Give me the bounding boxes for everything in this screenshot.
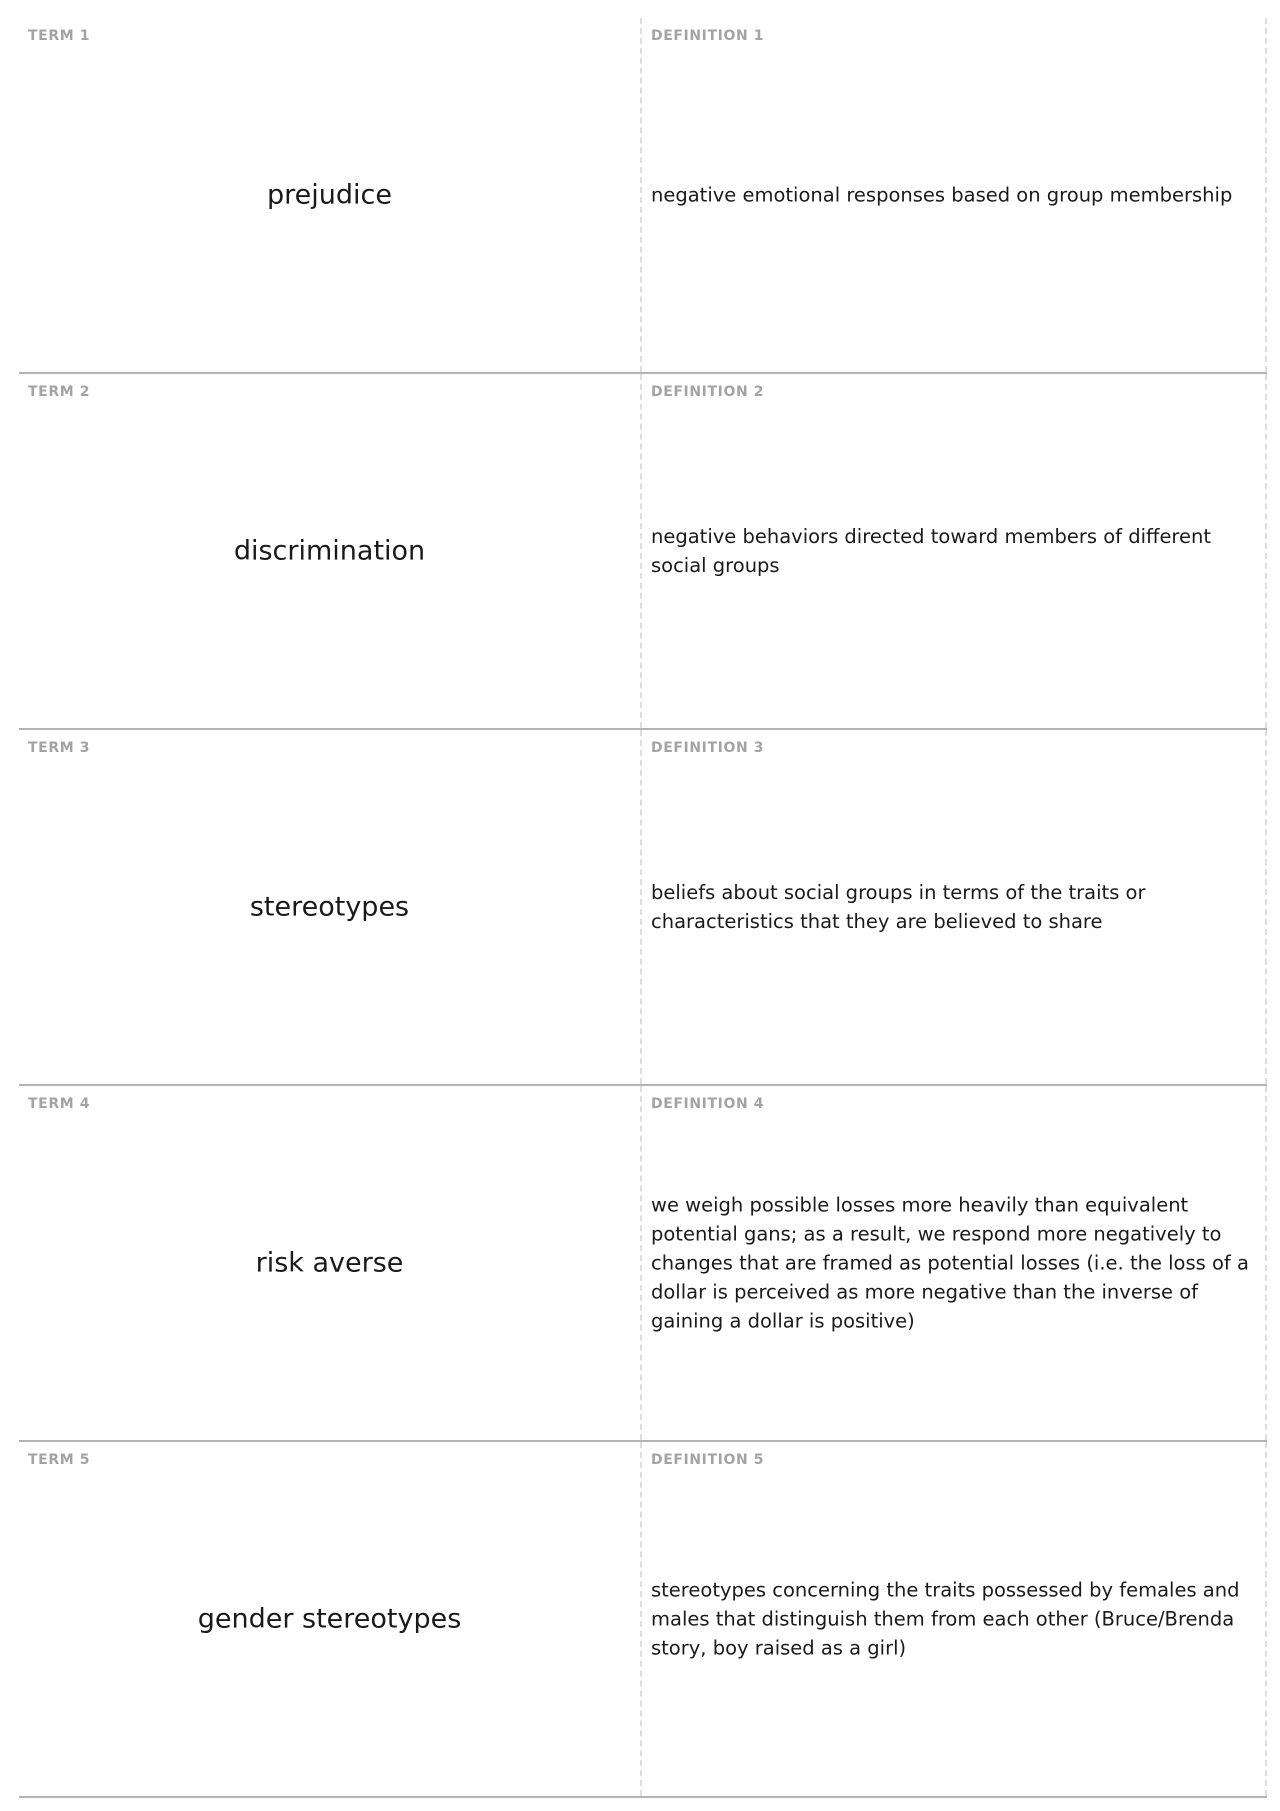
definition-label: DEFINITION 1 [651, 28, 765, 44]
definition-text: negative behaviors directed toward members of different social groups [651, 525, 1212, 577]
flashcard-row [19, 374, 1267, 730]
flashcard-row [19, 1086, 1267, 1442]
term-text: risk averse [255, 1247, 404, 1279]
term-cell [19, 18, 642, 372]
definition-text: negative emotional responses based on group membership [651, 183, 1233, 207]
term-label: TERM 5 [28, 1452, 91, 1468]
definition-text: beliefs about social groups in terms of the traits or characteristics that they are believed to share [651, 881, 1146, 933]
flashcard-row [19, 1442, 1267, 1798]
term-text: discrimination [233, 535, 426, 567]
flashcard-row [19, 18, 1267, 374]
term-text: prejudice [267, 179, 392, 211]
definition-text: stereotypes concerning the traits possessed by females and males that distinguish them from each other (Bruce/Brenda story, boy raised as a girl) [651, 1578, 1240, 1660]
definition-text: we weigh possible losses more heavily than equivalent potential gans; as a result, we respond more negatively to changes that are framed as potential losses (i.e. the loss of a dollar is perceived as more negative than the inverse of gaining a dollar is positive) [651, 1193, 1249, 1333]
term-label: TERM 2 [28, 384, 91, 400]
definition-cell [642, 1442, 1267, 1796]
definition-label: DEFINITION 4 [651, 1096, 765, 1112]
definition-label: DEFINITION 2 [651, 384, 765, 400]
term-label: TERM 3 [28, 740, 91, 756]
term-text: gender stereotypes [197, 1603, 462, 1635]
definition-cell [642, 1086, 1267, 1440]
term-label: TERM 4 [28, 1096, 91, 1112]
definition-cell [642, 730, 1267, 1084]
term-text: stereotypes [249, 891, 410, 923]
definition-label: DEFINITION 3 [651, 740, 765, 756]
term-cell [19, 374, 642, 728]
term-cell [19, 730, 642, 1084]
flashcard-row [19, 730, 1267, 1086]
term-label: TERM 1 [28, 28, 91, 44]
flashcard-sheet [19, 18, 1267, 1798]
definition-label: DEFINITION 5 [651, 1452, 765, 1468]
term-cell [19, 1442, 642, 1796]
term-cell [19, 1086, 642, 1440]
definition-cell [642, 374, 1267, 728]
definition-cell [642, 18, 1267, 372]
